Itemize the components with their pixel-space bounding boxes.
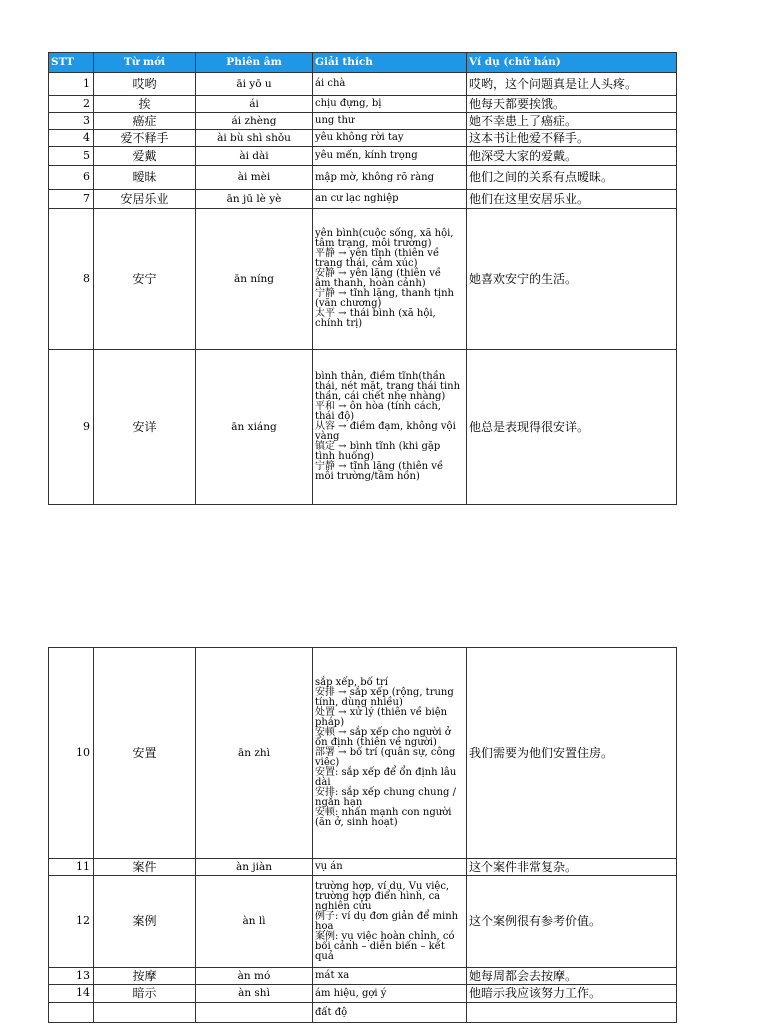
row-explanation (313, 350, 467, 505)
row-pinyin: àn jiàn (196, 859, 313, 876)
row-explanation (313, 166, 467, 190)
row-word: 爱不释手 (94, 130, 196, 147)
row-stt: 11 (49, 859, 94, 876)
explanation-line: tâm trạng, môi trường) (315, 238, 432, 249)
explanation-line: 平和 → ôn hòa (tính cách, (315, 401, 441, 412)
vocabulary-table-1 (48, 52, 677, 505)
explanation-line: mát xa (315, 970, 350, 981)
row-example: 这个案例很有参考价值。 (467, 876, 677, 968)
row-stt: 6 (49, 166, 94, 190)
row-example: 她每周都会去按摩。 (467, 968, 677, 985)
header-pinyin: Phiên âm (196, 53, 313, 73)
explanation-line: 处置 → xử lý (thiên về biện (315, 707, 448, 718)
row-example: 这个案件非常复杂。 (467, 859, 677, 876)
explanation-line: yêu mến, kính trọng (315, 150, 418, 161)
table-row (49, 985, 677, 1003)
explanation-line: trường hợp điển hình, ca (315, 890, 441, 902)
header-example: Ví dụ (chữ hán) (467, 53, 677, 73)
table-body-2 (49, 648, 677, 1023)
row-explanation (313, 876, 467, 968)
row-pinyin: ān zhì (196, 648, 313, 859)
explanation-line: đất độ (315, 1006, 348, 1018)
row-explanation (313, 968, 467, 985)
row-word: 安置 (94, 648, 196, 859)
row-explanation (313, 113, 467, 130)
table-header-row (49, 53, 677, 73)
table-row (49, 648, 677, 859)
row-explanation (313, 209, 467, 350)
explanation-line: 安置: sắp xếp để ổn định lâu (315, 767, 457, 778)
explanation-line: ổn định (thiên về người) (315, 737, 437, 748)
explanation-line: 宁静 → tĩnh lặng (thiên về (315, 461, 444, 472)
explanation-line: trường hợp, ví dụ, Vụ việc, (315, 880, 450, 892)
table-row (49, 73, 677, 96)
row-word: 爱戴 (94, 147, 196, 166)
table-row (49, 209, 677, 350)
row-word: 按摩 (94, 968, 196, 985)
row-stt: 8 (49, 209, 94, 350)
row-stt: 4 (49, 130, 94, 147)
explanation-line: 安顿: nhấn mạnh con người (315, 807, 452, 818)
row-stt (49, 1003, 94, 1023)
row-pinyin (196, 1003, 313, 1023)
explanation-line: 安静 → yên lặng (thiên về (315, 268, 442, 279)
table-row (49, 876, 677, 968)
explanation-line: (ăn ở, sinh hoạt) (315, 817, 398, 828)
row-pinyin: ān xiáng (196, 350, 313, 505)
explanation-line: 案例: vụ việc hoàn chỉnh, có (315, 930, 455, 942)
explanation-line: tình huống) (315, 451, 375, 462)
explanation-line: nghiên cứu (315, 900, 372, 912)
row-stt: 3 (49, 113, 94, 130)
header-stt: STT (49, 53, 94, 73)
row-example: 他深受大家的爱戴。 (467, 147, 677, 166)
row-stt: 5 (49, 147, 94, 166)
explanation-line: vàng (315, 431, 340, 442)
row-example: 哎哟，这个问题真是让人头疼。 (467, 73, 677, 96)
explanation-line: ngắn hạn (315, 797, 363, 808)
row-stt: 1 (49, 73, 94, 96)
explanation-line: tính, dùng nhiều) (315, 697, 403, 708)
row-example: 她不幸患上了癌症。 (467, 113, 677, 130)
explanation-line: sắp xếp, bố trí (315, 677, 388, 688)
row-pinyin: ān jū lè yè (196, 190, 313, 209)
row-example: 他总是表现得很安详。 (467, 350, 677, 505)
header-explanation: Giải thích (313, 53, 467, 73)
row-example: 他们之间的关系有点暧昧。 (467, 166, 677, 190)
header-new-word: Từ mới (94, 53, 196, 73)
explanation-line: việc) (315, 757, 340, 768)
table-row (49, 968, 677, 985)
row-stt: 13 (49, 968, 94, 985)
row-word: 案件 (94, 859, 196, 876)
table-row (49, 96, 677, 113)
explanation-line: 安排: sắp xếp chung chung / (315, 787, 456, 798)
explanation-line: 从容 → điềm đạm, không vội (315, 421, 456, 432)
explanation-line: họa (315, 920, 334, 932)
explanation-line: chịu đựng, bị (315, 98, 382, 109)
explanation-line: bình thản, điềm tĩnh(thần (315, 371, 446, 382)
table-row (49, 1003, 677, 1023)
explanation-line: 安排 → sắp xếp (rộng, trung (315, 687, 454, 698)
row-word: 哎哟 (94, 73, 196, 96)
table-row (49, 147, 677, 166)
table-row (49, 113, 677, 130)
explanation-line: 例子: ví dụ đơn giản để minh (315, 910, 459, 922)
explanation-line: chính trị) (315, 318, 363, 329)
row-pinyin: āi yō u (196, 73, 313, 96)
row-example: 她喜欢安宁的生活。 (467, 209, 677, 350)
row-pinyin: ái (196, 96, 313, 113)
row-explanation (313, 859, 467, 876)
explanation-line: yêu không rời tay (315, 132, 404, 143)
explanation-line: 宁静 → tĩnh lặng, thanh tịnh (315, 288, 454, 299)
explanation-line: 安顿 → sắp xếp cho người ở (315, 727, 451, 738)
row-stt: 9 (49, 350, 94, 505)
row-word: 案例 (94, 876, 196, 968)
explanation-line: thái độ) (315, 411, 355, 422)
explanation-line: yên bình(cuộc sống, xã hội, (315, 228, 454, 239)
explanation-line: 镇定 → bình tĩnh (khi gặp (315, 441, 441, 452)
row-example: 他暗示我应该努力工作。 (467, 985, 677, 1003)
table-row (49, 166, 677, 190)
row-example: 我们需要为他们安置住房。 (467, 648, 677, 859)
explanation-line: môi trường/tâm hồn) (315, 471, 420, 482)
row-explanation (313, 648, 467, 859)
row-example (467, 1003, 677, 1023)
row-stt: 7 (49, 190, 94, 209)
explanation-line: 部署 → bố trí (quân sự, công (315, 747, 456, 758)
row-pinyin: àn mó (196, 968, 313, 985)
explanation-line: ám hiệu, gợi ý (315, 987, 387, 999)
explanation-line: 太平 → thái bình (xã hội, (315, 308, 436, 319)
row-stt: 14 (49, 985, 94, 1003)
row-explanation (313, 147, 467, 166)
explanation-line: an cư lạc nghiệp (315, 193, 399, 204)
explanation-line: dài (315, 777, 331, 788)
row-pinyin: àn shì (196, 985, 313, 1003)
row-stt: 12 (49, 876, 94, 968)
row-pinyin: ài bù shì shǒu (196, 130, 313, 147)
table-row (49, 350, 677, 505)
explanation-line: (văn chương) (315, 298, 382, 309)
explanation-line: thần, cái chết nhẹ nhàng) (315, 391, 446, 402)
explanation-line: âm thanh, hoàn cảnh) (315, 278, 426, 289)
row-stt: 10 (49, 648, 94, 859)
table-body-1 (49, 73, 677, 505)
row-word: 挨 (94, 96, 196, 113)
explanation-line: bối cảnh – diễn biến – kết quả (315, 940, 445, 962)
table-row (49, 190, 677, 209)
row-pinyin: ān níng (196, 209, 313, 350)
vocabulary-table-2 (48, 647, 677, 1023)
row-example: 他们在这里安居乐业。 (467, 190, 677, 209)
row-pinyin: ái zhèng (196, 113, 313, 130)
row-word (94, 1003, 196, 1023)
explanation-line: 平静 → yên tĩnh (thiên về (315, 248, 440, 259)
row-example: 这本书让他爱不释手。 (467, 130, 677, 147)
row-word: 暧昧 (94, 166, 196, 190)
explanation-line: vụ án (315, 861, 343, 872)
table-row (49, 859, 677, 876)
row-explanation (313, 130, 467, 147)
row-explanation (313, 96, 467, 113)
row-word: 安居乐业 (94, 190, 196, 209)
explanation-line: thái, nét mặt, trạng thái tinh (315, 381, 461, 392)
explanation-line: pháp) (315, 717, 345, 728)
explanation-line: ung thư (315, 115, 355, 126)
row-word: 暗示 (94, 985, 196, 1003)
row-pinyin: ài mèi (196, 166, 313, 190)
row-word: 安详 (94, 350, 196, 505)
row-explanation (313, 985, 467, 1003)
row-explanation (313, 1003, 467, 1023)
explanation-line: trạng thái, cảm xúc) (315, 258, 418, 269)
row-word: 癌症 (94, 113, 196, 130)
row-explanation (313, 190, 467, 209)
explanation-line: ái chà (315, 78, 346, 89)
row-pinyin: ài dài (196, 147, 313, 166)
explanation-line: mập mờ, không rõ ràng (315, 171, 434, 183)
row-stt: 2 (49, 96, 94, 113)
table-row (49, 130, 677, 147)
row-explanation (313, 73, 467, 96)
row-example: 他每天都要挨饿。 (467, 96, 677, 113)
row-word: 安宁 (94, 209, 196, 350)
row-pinyin: àn lì (196, 876, 313, 968)
